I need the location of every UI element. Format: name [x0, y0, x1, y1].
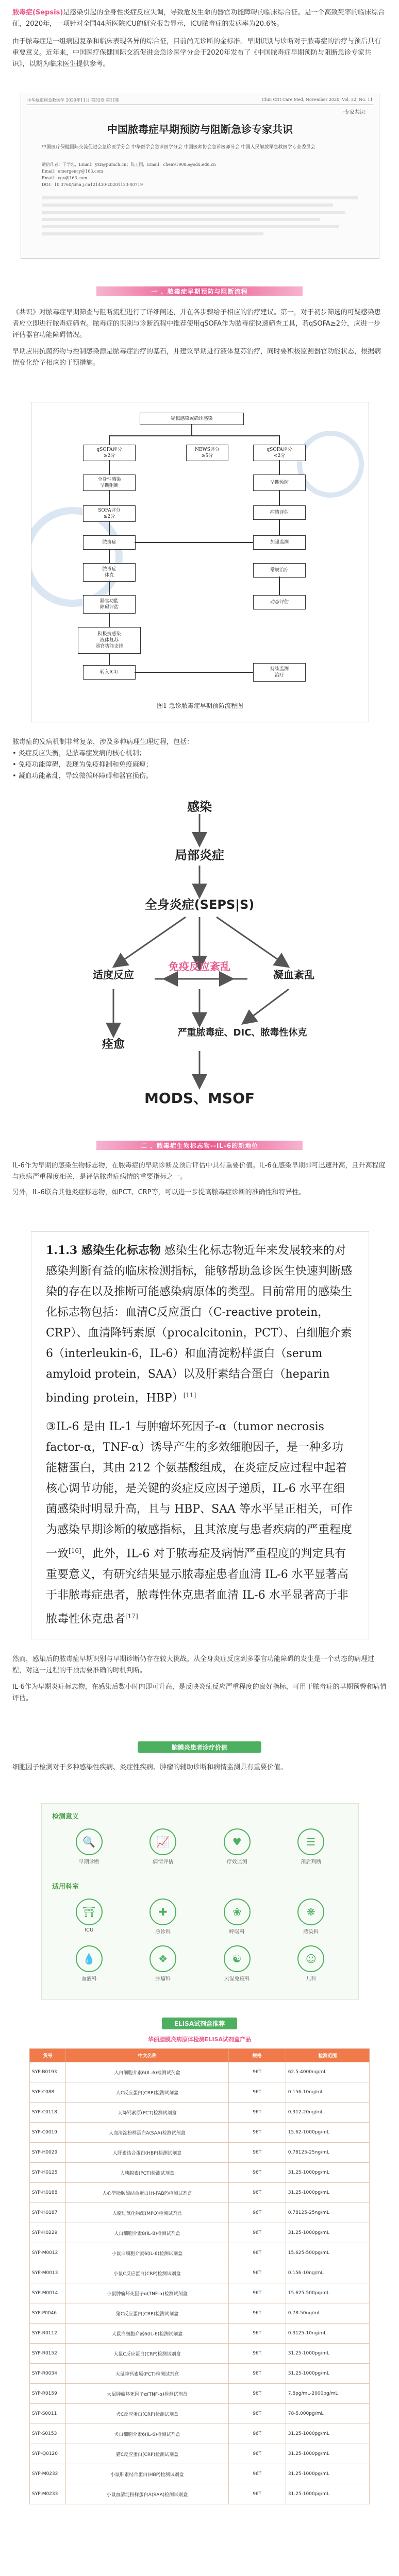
diagram-severe: 严重脓毒症、DIC、脓毒性休克	[177, 1027, 307, 1038]
product-name: 大鼠肿瘤坏死因子α(TNF-α)检测试剂盒	[66, 2384, 228, 2404]
article-doi: DOI：10.3760/cma.j.cn121430-20201123-00719	[42, 182, 143, 187]
table-row	[30, 2103, 370, 2123]
flowchart-caption: 图1 急诊脓毒症早期预防流程图	[157, 702, 243, 709]
excerpt-text: 感染生化标志物近年来发展较来的对感染判断有益的临床检测指标，能够帮助急诊医生快速判断感染的存在以及推断可能感染病原体的类型。目前常用的感染生化标志物包括：血清C反应蛋白（C-reactive protein，CRP）、血清降钙素原（procalcitonin，PCT）、白细胞介素6（interleukin-6，IL-6）和血清淀粉样蛋白（serum amyloid protein，SAA）以及肝素结合蛋白（heparin binding protein，HBP）	[46, 1244, 353, 1405]
bed-icon: ⛩	[76, 1899, 103, 1925]
intro-text: 是感染引起的全身性炎症反应失调，导致危及生命的器官功能障碍的临床综合征。是一个高致死率的临床综合征，2020年，一项针对全国44所医院ICU的研究报告显示，ICU脓毒症的发病率为20.6%。	[12, 9, 385, 28]
product-name: 人白细胞介素8(IL-8)检测试剂盒	[66, 2223, 228, 2243]
table-row	[30, 2424, 370, 2444]
diagram-local: 局部炎症	[175, 848, 224, 862]
product-size: 96T	[228, 2103, 286, 2123]
product-size: 96T	[228, 2424, 286, 2444]
feature-early-diagnosis: 🔍 早期诊断	[76, 1828, 103, 1865]
product-size: 96T	[228, 2484, 286, 2504]
diagram-coag: 凝血紊乱	[273, 969, 314, 981]
product-name: 小鼠C反应蛋白(CRP)检测试剂盒	[66, 2263, 228, 2283]
section-1-p1: 《共识》对脓毒症早期筛查与阻断流程进行了详细阐述，并在各步骤给予相应的治疗建议。第一，对于初步筛选的可疑感染患者应立即进行脓毒症筛查。脓毒症的识别与诊断流程中推荐使用qSOFA作为脓毒症快速筛查工具，若qSOFA≥2分，应进一步评估器官功能障碍情况。	[12, 309, 381, 339]
section-2-p1: IL-6作为早期的感染生物标志物，在脓毒症的早期诊断及预后评估中具有重要价值。IL-6在感染早期即可迅速升高，且升高程度与疾病严重程度相关，是评估脓毒症病情的重要指标之一。	[12, 1162, 386, 1181]
section-3-p2: IL-6作为早期炎症标志物，在感染后数小时内即可升高，是反映炎症反应严重程度的良好指标，可用于脓毒症的早期预警和病情评估。	[12, 1683, 387, 1702]
product-code: SYP-R0152	[30, 2344, 66, 2364]
magnifier-icon: 🔍	[76, 1828, 103, 1855]
product-name: 人髓过氧化物酶(MPO)检测试剂盒	[66, 2203, 228, 2223]
header-code: 货号	[30, 2049, 66, 2062]
products-p1: 细胞因子检测对于多种感染性疾病、炎症性疾病、肿瘤的辅助诊断和病情监测具有重要价值。	[12, 1764, 288, 1771]
article-title: 中国脓毒症早期预防与阻断急诊专家共识	[107, 123, 293, 135]
product-size: 96T	[228, 2283, 286, 2303]
product-code: SYP-H0029	[30, 2143, 66, 2163]
table-row	[30, 2123, 370, 2143]
product-size: 96T	[228, 2143, 286, 2163]
table-row	[30, 2404, 370, 2424]
diagram-adaptive: 适度反应	[93, 969, 134, 981]
product-size: 96T	[228, 2404, 286, 2424]
excerpt-body	[31, 1232, 369, 1417]
intro-paragraph-2: 由于脓毒症是一组病因复杂和临床表现各异的综合征，目前尚无诊断的金标准。早期识别与诊断对于脓毒症的治疗与预后具有重要意义。近年来，中国医疗保健国际交流促进会急诊医学分会于2020年发布了《中国脓毒症早期预防与阻断急诊专家共识》，以期为临床医生提供参考。	[12, 38, 381, 68]
excerpt-ref: [11]	[183, 1392, 196, 1399]
product-name: 人肝素结合蛋白(HBP)检测试剂盒	[66, 2143, 228, 2163]
mechanism-item-1: • 炎症反应失衡，是脓毒症发病的核心机制；	[12, 750, 146, 757]
app-emergency: ✚ 急诊科	[126, 1899, 201, 1935]
product-range: 31.25-1000pg/mL	[286, 2484, 369, 2504]
flow-box-14: 动态评估	[253, 595, 306, 609]
section-1-text	[0, 307, 399, 369]
product-code: SYP-R0112	[30, 2324, 66, 2344]
product-name: 人降钙素原(PCT)检测试剂盒	[66, 2103, 228, 2123]
section-3-text	[0, 1654, 399, 1704]
flow-box-8: 早期预防	[253, 474, 306, 491]
apps-title: 适用科室	[52, 1883, 79, 1891]
product-size: 96T	[228, 2183, 286, 2203]
table-row	[30, 2203, 370, 2223]
product-name: 人C反应蛋白(CRP)检测试剂盒	[66, 2082, 228, 2103]
table-row	[30, 2243, 370, 2263]
excerpt-heading: 1.1.3 感染生化标志物	[46, 1244, 161, 1257]
product-name: 小鼠白细胞介素6(IL-6)检测试剂盒	[66, 2243, 228, 2263]
table-title	[0, 2018, 399, 2029]
app-respiratory: ❀ 呼吸科	[200, 1899, 274, 1935]
product-size: 96T	[228, 2223, 286, 2243]
app-infection: ❋ 感染科	[274, 1899, 348, 1935]
product-code: SYP-Q0120	[30, 2444, 66, 2464]
mechanism-item-2: • 免疫功能障碍，表现为免疫抑制和免疫麻痹；	[12, 761, 153, 769]
intro	[0, 7, 399, 70]
product-range: 31.25-1000pg/mL	[286, 2344, 369, 2364]
child-icon: ☺	[297, 1945, 324, 1972]
app-icu: ⛩ ICU	[52, 1899, 126, 1935]
product-name: 大鼠降钙素原(PCT)检测试剂盒	[66, 2364, 228, 2384]
intro-lead: 脓毒症(Sepsis)	[12, 9, 63, 16]
article-lines	[42, 196, 358, 240]
product-code: SYP-C0019	[30, 2123, 66, 2143]
ribbon-icon: ❖	[149, 1945, 176, 1972]
excerpt-ref-3: [17]	[125, 1612, 138, 1620]
product-code: SYP-M0012	[30, 2243, 66, 2263]
corr-1: 通信作者：于学忠，Email：yxz@pumch.cn；陈玉国，Email：chen919085@sdu.edu.cn	[42, 162, 216, 167]
product-range: 78-5,000pg/mL	[286, 2404, 369, 2424]
flow-box-5: 全身性感染 早期阻断	[83, 474, 136, 491]
products-text	[0, 1762, 399, 1773]
product-table	[29, 2048, 370, 2504]
product-range: 0.312-20ng/mL	[286, 2103, 369, 2123]
product-range: 0.78125-25ng/mL	[286, 2143, 369, 2163]
section-2-p2: 另外，IL-6联合其他炎症标志物，如PCT、CRP等，可以进一步提高脓毒症诊断的准确性和特异性。	[12, 1189, 306, 1196]
article-figure	[21, 93, 379, 259]
product-table-wrap	[0, 2048, 399, 2504]
flow-box-13: 器官功能 障碍评估	[83, 595, 136, 614]
product-code: SYP-M0014	[30, 2283, 66, 2303]
product-range: 31.25-1000pg/mL	[286, 2424, 369, 2444]
table-row	[30, 2263, 370, 2283]
heart-icon: ♥	[224, 1828, 251, 1855]
product-size: 96T	[228, 2123, 286, 2143]
joint-icon: ☯	[224, 1945, 251, 1972]
product-code: SYP-M0233	[30, 2484, 66, 2504]
ambulance-icon: ✚	[149, 1899, 176, 1925]
product-code: SYP-H0229	[30, 2223, 66, 2243]
header-range: 检测范围	[286, 2049, 369, 2062]
product-size: 96T	[228, 2444, 286, 2464]
product-code: SYP-M0232	[30, 2464, 66, 2484]
flow-box-2: qSOFA评分 ≥2分	[83, 445, 136, 461]
product-name: 猫C反应蛋白(CRP)检测试剂盒	[66, 2444, 228, 2464]
product-name: 犬白细胞介素6(IL-6)检测试剂盒	[66, 2424, 228, 2444]
diagram-end: MODS、MSOF	[144, 1090, 255, 1107]
product-name: 大鼠C反应蛋白(CRP)检测试剂盒	[66, 2344, 228, 2364]
flow-box-1: 疑似感染或确诊感染	[140, 413, 244, 425]
excerpt	[31, 1231, 369, 1639]
app-pediatrics: ☺ 儿科	[274, 1945, 348, 1982]
table-row	[30, 2183, 370, 2203]
corr-2: Email：emergency@163.com	[42, 169, 103, 174]
chart-icon: 📈	[149, 1828, 176, 1855]
product-size: 96T	[228, 2364, 286, 2384]
product-name: 人胰腺素(PCT)检测试剂盒	[66, 2163, 228, 2183]
feature-monitoring: ♥ 疗效监测	[224, 1828, 251, 1865]
product-size: 96T	[228, 2243, 286, 2263]
table-row	[30, 2283, 370, 2303]
excerpt-il6-text-2: ，此外，IL-6 对于脓毒症及病情严重程度的判定具有重要意义，有研究结果显示脓毒症患者血清 IL-6 水平显著高于非脓毒症患者，脓毒性休克患者血清 IL-6 水平显著高于非脓毒性休克患者	[46, 1547, 348, 1625]
product-range: 7.8pg/mL-2000pg/mL	[286, 2384, 369, 2404]
article-header-left: 中华危重病急救医学 2020年11月 第32卷 第11期	[27, 98, 120, 103]
product-table-body	[30, 2062, 370, 2504]
flow-box-7: 脓毒症	[83, 535, 136, 550]
product-range: 0.78-50ng/mL	[286, 2303, 369, 2324]
product-size: 96T	[228, 2082, 286, 2103]
flow-box-15: 积极抗感染 液体复苏 器官功能支持	[78, 627, 141, 654]
product-name: 人血清淀粉样蛋白A(SAA)检测试剂盒	[66, 2123, 228, 2143]
product-size: 96T	[228, 2062, 286, 2082]
section-2-text	[0, 1160, 399, 1198]
product-size: 96T	[228, 2344, 286, 2364]
feature-prognosis: ☰ 预后判断	[297, 1828, 324, 1865]
flow-box-16: 转入ICU	[83, 665, 136, 680]
product-range: 0.156-10ng/mL	[286, 2263, 369, 2283]
product-range: 31.25-1000pg/mL	[286, 2464, 369, 2484]
table-title-badge: ELISA试剂盒推荐	[162, 2018, 237, 2029]
product-table-header	[30, 2049, 370, 2062]
mechanism-item-3: • 凝血功能紊乱，导致微循环障碍和器官损伤。	[12, 772, 153, 780]
flow-box-6: SOFA评分 ≥2分	[83, 505, 136, 522]
article-authors: 中国医疗保健国际交流促进会急诊医学分会 中华医学会急诊医学分会 中国医师协会急诊医师分会 中国人民解放军急救医学专业委员会	[42, 145, 315, 150]
product-code: SYP-C088	[30, 2082, 66, 2103]
table-row	[30, 2143, 370, 2163]
table-row	[30, 2303, 370, 2324]
product-size: 96T	[228, 2163, 286, 2183]
article-header-right: Chin Crit Care Med, November 2020, Vol. 32, No. 11	[262, 97, 373, 102]
app-rheumatology: ☯ 风湿免疫科	[200, 1945, 274, 1982]
intro-paragraph	[12, 7, 387, 30]
section-1-banner: 一 、脓毒症早期预防与阻断流程	[96, 286, 303, 296]
app-hematology: 💧 血液科	[52, 1945, 126, 1982]
product-size: 96T	[228, 2324, 286, 2344]
product-range: 0.78125-25ng/mL	[286, 2203, 369, 2223]
table-row	[30, 2444, 370, 2464]
flow-box-10: 加强监测	[253, 535, 306, 550]
diagram-infection: 感染	[187, 800, 212, 814]
diagram-immune: 免疫反应紊乱	[169, 960, 230, 973]
product-code: SYP-S0011	[30, 2404, 66, 2424]
products-banner: 脑膜炎患者诊疗价值	[138, 1741, 261, 1753]
features-row	[52, 1828, 348, 1865]
product-range: 31.25-1000pg/mL	[286, 2183, 369, 2203]
product-code: SYP-H0125	[30, 2163, 66, 2183]
excerpt-il6-text: ③IL-6 是由 IL-1 与肿瘤坏死因子-α（tumor necrosis factor-α，TNF-α）诱导产生的多效细胞因子，是一种多功能糖蛋白，其由 212 个氨基酸组成，在炎症反应过程中起着核心调节功能，是关键的炎症反应因子递质，IL-6 水平在细菌感染时明显升高，且与 HBP、SAA 等水平呈正相关，可作为感染早期诊断的敏感指标，且其浓度与患者疾病的严重程度一致	[46, 1420, 353, 1561]
sepsis-diagram	[31, 793, 368, 1123]
product-code: SYP-R0034	[30, 2364, 66, 2384]
product-size: 96T	[228, 2203, 286, 2223]
product-name: 猪C反应蛋白(CRP)检测试剂盒	[66, 2303, 228, 2324]
product-name: 犬C反应蛋白(CRP)检测试剂盒	[66, 2404, 228, 2424]
flow-box-17: 持续监测 治疗	[253, 663, 306, 682]
table-row	[30, 2163, 370, 2183]
product-code: SYP-C0118	[30, 2103, 66, 2123]
product-name: 人白细胞介素6(IL-6)检测试剂盒	[66, 2062, 228, 2082]
lungs-icon: ❀	[224, 1899, 251, 1925]
clipboard-icon: ☰	[297, 1828, 324, 1855]
product-name: 小鼠肝素结合蛋白(HBP)检测试剂盒	[66, 2464, 228, 2484]
excerpt-il6	[31, 1417, 369, 1630]
product-range: 15.625-500pg/mL	[286, 2283, 369, 2303]
product-size: 96T	[228, 2303, 286, 2324]
product-range: 31.25-1000pg/mL	[286, 2163, 369, 2183]
flow-box-3: NEWS评分 ≥5分	[186, 445, 228, 461]
excerpt-ref-2: [16]	[69, 1547, 81, 1555]
table-row	[30, 2223, 370, 2243]
table-row	[30, 2062, 370, 2082]
mechanism-text	[0, 737, 399, 782]
feature-evaluation: 📈 病情评估	[149, 1828, 176, 1865]
table-subtitle: 华丽脑膜炎病原体检测ELISA试剂盒产品	[147, 2036, 252, 2043]
table-row	[30, 2324, 370, 2344]
flow-box-9: 病情评估	[253, 505, 306, 520]
product-code: SYP-H0187	[30, 2203, 66, 2223]
article-category: ·专家共识·	[342, 110, 367, 115]
article-correspondence	[42, 161, 358, 188]
section-3-p1: 然而，感染后的脓毒症早期识别与早期诊断仍存在较大挑战。从全身炎症反应到多器官功能障碍的发生是一个动态的病理过程，对这一过程的干预需要准确的时机判断。	[12, 1655, 375, 1674]
product-code: SYP-S0153	[30, 2424, 66, 2444]
blood-drop-icon: 💧	[76, 1945, 103, 1972]
product-code: SYP-P0046	[30, 2303, 66, 2324]
flow-box-4: qSOFA评分 <2分	[253, 445, 306, 461]
corr-3: Email：cgx@163.com	[42, 176, 88, 180]
diagram-sepsis: 全身炎症(SEPS|S)	[144, 897, 255, 912]
table-row	[30, 2384, 370, 2404]
product-code: SYP-M0013	[30, 2263, 66, 2283]
product-code: SYP-H0188	[30, 2183, 66, 2203]
product-range: 0.3125-10ng/mL	[286, 2324, 369, 2344]
product-range: 31.25-1000pg/mL	[286, 2444, 369, 2464]
product-range: 31.25-1000pg/mL	[286, 2223, 369, 2243]
flowchart	[31, 402, 369, 722]
features-title: 检测意义	[52, 1813, 79, 1821]
virus-icon: ❋	[297, 1899, 324, 1925]
product-size: 96T	[228, 2384, 286, 2404]
apps-grid	[52, 1899, 348, 1982]
flow-box-11: 脓毒症 休克	[83, 563, 136, 582]
product-range: 15.625-500pg/mL	[286, 2243, 369, 2263]
app-oncology: ❖ 肿瘤科	[126, 1945, 201, 1982]
product-size: 96T	[228, 2464, 286, 2484]
product-name: 大鼠白细胞介素6(IL-6)检测试剂盒	[66, 2324, 228, 2344]
product-name: 小鼠血清淀粉样蛋白A(SAA)检测试剂盒	[66, 2484, 228, 2504]
product-code: SYP-R0159	[30, 2384, 66, 2404]
flow-box-12: 常规治疗	[253, 563, 306, 578]
product-name: 人心型脂肪酸结合蛋白(H-FABP)检测试剂盒	[66, 2183, 228, 2203]
diagram-cure: 痊愈	[102, 1038, 125, 1051]
features-panel	[41, 1803, 359, 2000]
header-name: 中文名称	[66, 2049, 228, 2062]
product-range: 31.25-1000pg/mL	[286, 2364, 369, 2384]
table-row	[30, 2082, 370, 2103]
product-code: SYP-B0193	[30, 2062, 66, 2082]
table-row	[30, 2464, 370, 2484]
product-size: 96T	[228, 2263, 286, 2283]
table-row	[30, 2484, 370, 2504]
table-row	[30, 2364, 370, 2384]
product-name: 小鼠肿瘤坏死因子α(TNF-α)检测试剂盒	[66, 2283, 228, 2303]
mechanism-p1: 脓毒症的发病机制非常复杂，涉及多种病理生理过程，包括：	[12, 738, 194, 746]
section-1-p2: 早期应用抗菌药物与控制感染源是脓毒症治疗的基石，并建议早期进行液体复苏治疗，同时要积极监测器官功能状态，根据病情变化给予相应的干预措施。	[12, 348, 381, 367]
section-2-banner: 二 、脓毒症生物标志物--IL-6的新地位	[96, 1141, 303, 1150]
table-row	[30, 2344, 370, 2364]
header-size: 规格	[228, 2049, 286, 2062]
product-range: 15.62-1000pg/mL	[286, 2123, 369, 2143]
product-range: 62.5-4000ng/mL	[286, 2062, 369, 2082]
product-range: 0.156-10ng/mL	[286, 2082, 369, 2103]
